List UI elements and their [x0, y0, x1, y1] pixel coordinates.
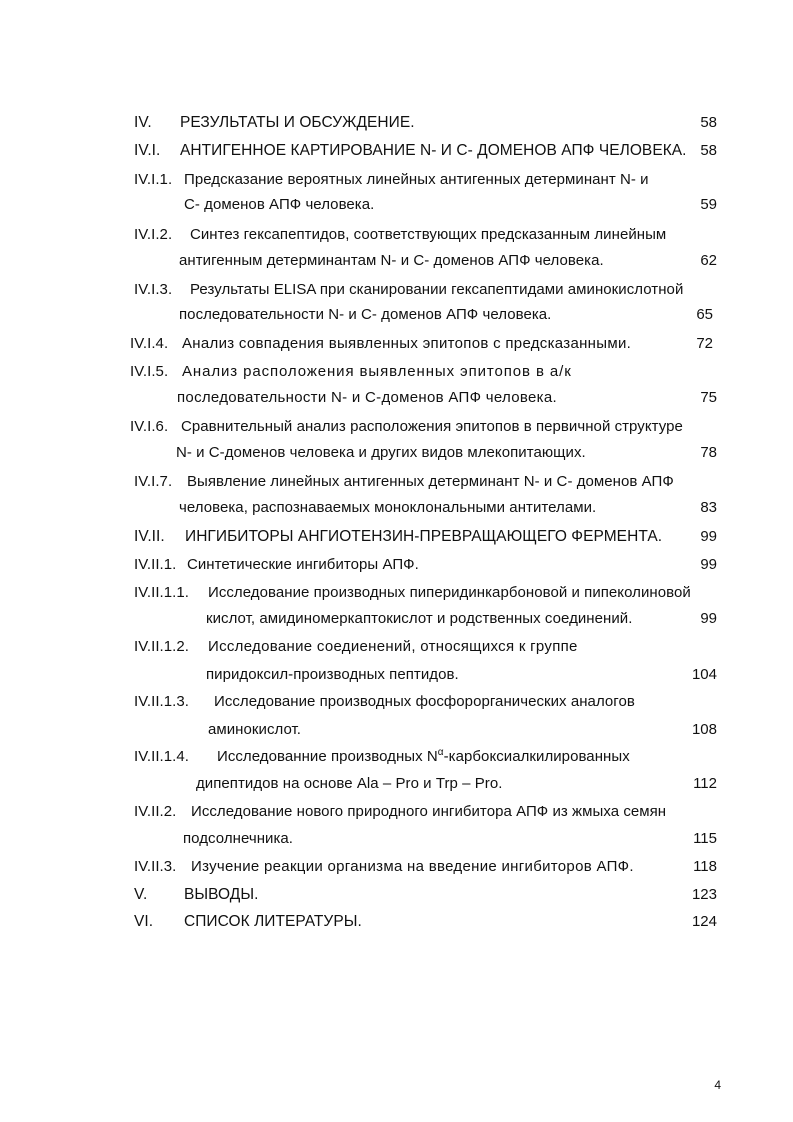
toc-entry-title: Изучение реакции организма на введение ингибиторов АПФ.: [191, 858, 634, 875]
toc-entry-label: IV.II.1.4.: [134, 748, 189, 765]
toc-entry-label: IV.II.1.2.: [134, 638, 189, 655]
toc-entry-title: Анализ совпадения выявленных эпитопов с предсказанными.: [182, 335, 632, 352]
toc-entry-label: IV.I.7.: [134, 473, 173, 490]
toc-entry-title: Анализ расположения выявленных эпитопов в а/к: [182, 363, 572, 380]
toc-entry-page: 58: [700, 142, 717, 159]
toc-entry-title: Сравнительный анализ расположения эпитопов в первичной структуре: [181, 418, 683, 435]
toc-entry-title: [217, 748, 630, 768]
toc-entry-label: IV.I.3.: [134, 281, 173, 298]
toc-entry-label: IV.I.: [134, 142, 161, 159]
toc-entry-title: ВЫВОДЫ.: [184, 886, 259, 903]
toc-entry-title-part: -карбоксиалкилированных: [443, 748, 630, 765]
toc-entry-title-cont: последовательности N- и С-доменов АПФ человека.: [177, 389, 557, 406]
toc-entry-page: 78: [700, 444, 717, 461]
toc-entry-title: РЕЗУЛЬТАТЫ И ОБСУЖДЕНИЕ.: [180, 114, 415, 131]
page-number: 4: [714, 1078, 721, 1092]
toc-entry-page: 112: [693, 775, 717, 792]
toc-entry-label: IV.I.4.: [130, 335, 169, 352]
toc-entry-title: АНТИГЕННОЕ КАРТИРОВАНИЕ N- И С- ДОМЕНОВ АПФ ЧЕЛОВЕКА.: [180, 142, 687, 159]
toc-entry-title: Исследование производных пиперидинкарбоновой и пипеколиновой: [208, 584, 691, 601]
toc-entry-title: Выявление линейных антигенных детерминант N- и С- доменов АПФ: [187, 473, 674, 490]
toc-entry-title-cont: пиридоксил-производных пептидов.: [206, 666, 459, 683]
toc-entry-title-cont: подсолнечника.: [183, 830, 294, 847]
toc-entry-title-cont: кислот, амидиномеркаптокислот и родственных соединений.: [206, 610, 633, 627]
toc-entry-label: VI.: [134, 913, 154, 930]
toc-entry-page: 124: [691, 913, 717, 930]
toc-entry-label: IV.I.1.: [134, 171, 173, 188]
toc-entry-title: Предсказание вероятных линейных антигенных детерминант N- и: [184, 171, 649, 188]
alpha-superscript: α: [437, 747, 444, 758]
toc-entry-title-cont: N- и С-доменов человека и других видов млекопитающих.: [176, 444, 586, 461]
toc-entry-page: 62: [700, 252, 717, 269]
toc-entry-title: Исследование производных фосфорорганических аналогов: [214, 693, 635, 710]
toc-entry-label: IV.II.1.: [134, 556, 177, 573]
toc-entry-page: 75: [700, 389, 717, 406]
toc-entry-page: 104: [691, 666, 717, 683]
toc-entry-title: Исследование соедиенений, относящихся к группе: [208, 638, 578, 655]
toc-entry-page: 99: [700, 528, 717, 545]
toc-entry-page: 118: [693, 858, 717, 875]
toc-entry-title-cont: человека, распознаваемых моноклональными антителами.: [179, 499, 597, 516]
toc-entry-page: 108: [691, 721, 717, 738]
toc-entry-label: IV.I.5.: [130, 363, 169, 380]
toc-entry-title: Результаты ELISA при сканировании гексапептидами аминокислотной: [190, 281, 684, 298]
toc-entry-page: 99: [700, 556, 717, 573]
toc-entry-label: V.: [134, 886, 148, 903]
toc-entry-title-cont: С- доменов АПФ человека.: [184, 196, 375, 213]
toc-entry-title-cont: аминокислот.: [208, 721, 302, 738]
toc-entry-title-cont: последовательности N- и С- доменов АПФ человека.: [179, 306, 552, 323]
toc-entry-page: 58: [700, 114, 717, 131]
toc-entry-title: Синтез гексапептидов, соответствующих предсказанным линейным: [190, 226, 667, 243]
toc-entry-label: IV.II.: [134, 528, 165, 545]
toc-entry-label: IV.I.6.: [130, 418, 169, 435]
toc-entry-label: IV.II.2.: [134, 803, 177, 820]
toc-entry-title: ИНГИБИТОРЫ АНГИОТЕНЗИН-ПРЕВРАЩАЮЩЕГО ФЕРМЕНТА.: [185, 528, 663, 545]
toc-entry-label: IV.II.1.1.: [134, 584, 189, 601]
toc-entry-label: IV.I.2.: [134, 226, 173, 243]
toc-entry-page: 123: [691, 886, 717, 903]
toc-entry-page: 65: [696, 306, 713, 323]
toc-entry-title-cont: антигенным детерминантам N- и С- доменов АПФ человека.: [179, 252, 604, 269]
toc-entry-page: 72: [696, 335, 713, 352]
toc-entry-label: IV.II.1.3.: [134, 693, 189, 710]
toc-entry-title-part: Исследованние производных N: [217, 748, 438, 765]
toc-entry-title: Исследование нового природного ингибитора АПФ из жмыха семян: [191, 803, 667, 820]
toc-entry-page: 59: [700, 196, 717, 213]
toc-entry-page: 99: [700, 610, 717, 627]
toc-entry-label: IV.II.3.: [134, 858, 177, 875]
toc-entry-page: 83: [700, 499, 717, 516]
toc-entry-label: IV.: [134, 114, 152, 131]
toc-entry-title: Синтетические ингибиторы АПФ.: [187, 556, 419, 573]
toc-entry-title-cont: дипептидов на основе Ala – Pro и Trp – Pro.: [196, 775, 503, 792]
toc-entry-title: СПИСОК ЛИТЕРАТУРЫ.: [184, 913, 362, 930]
toc-entry-page: 115: [693, 830, 717, 847]
